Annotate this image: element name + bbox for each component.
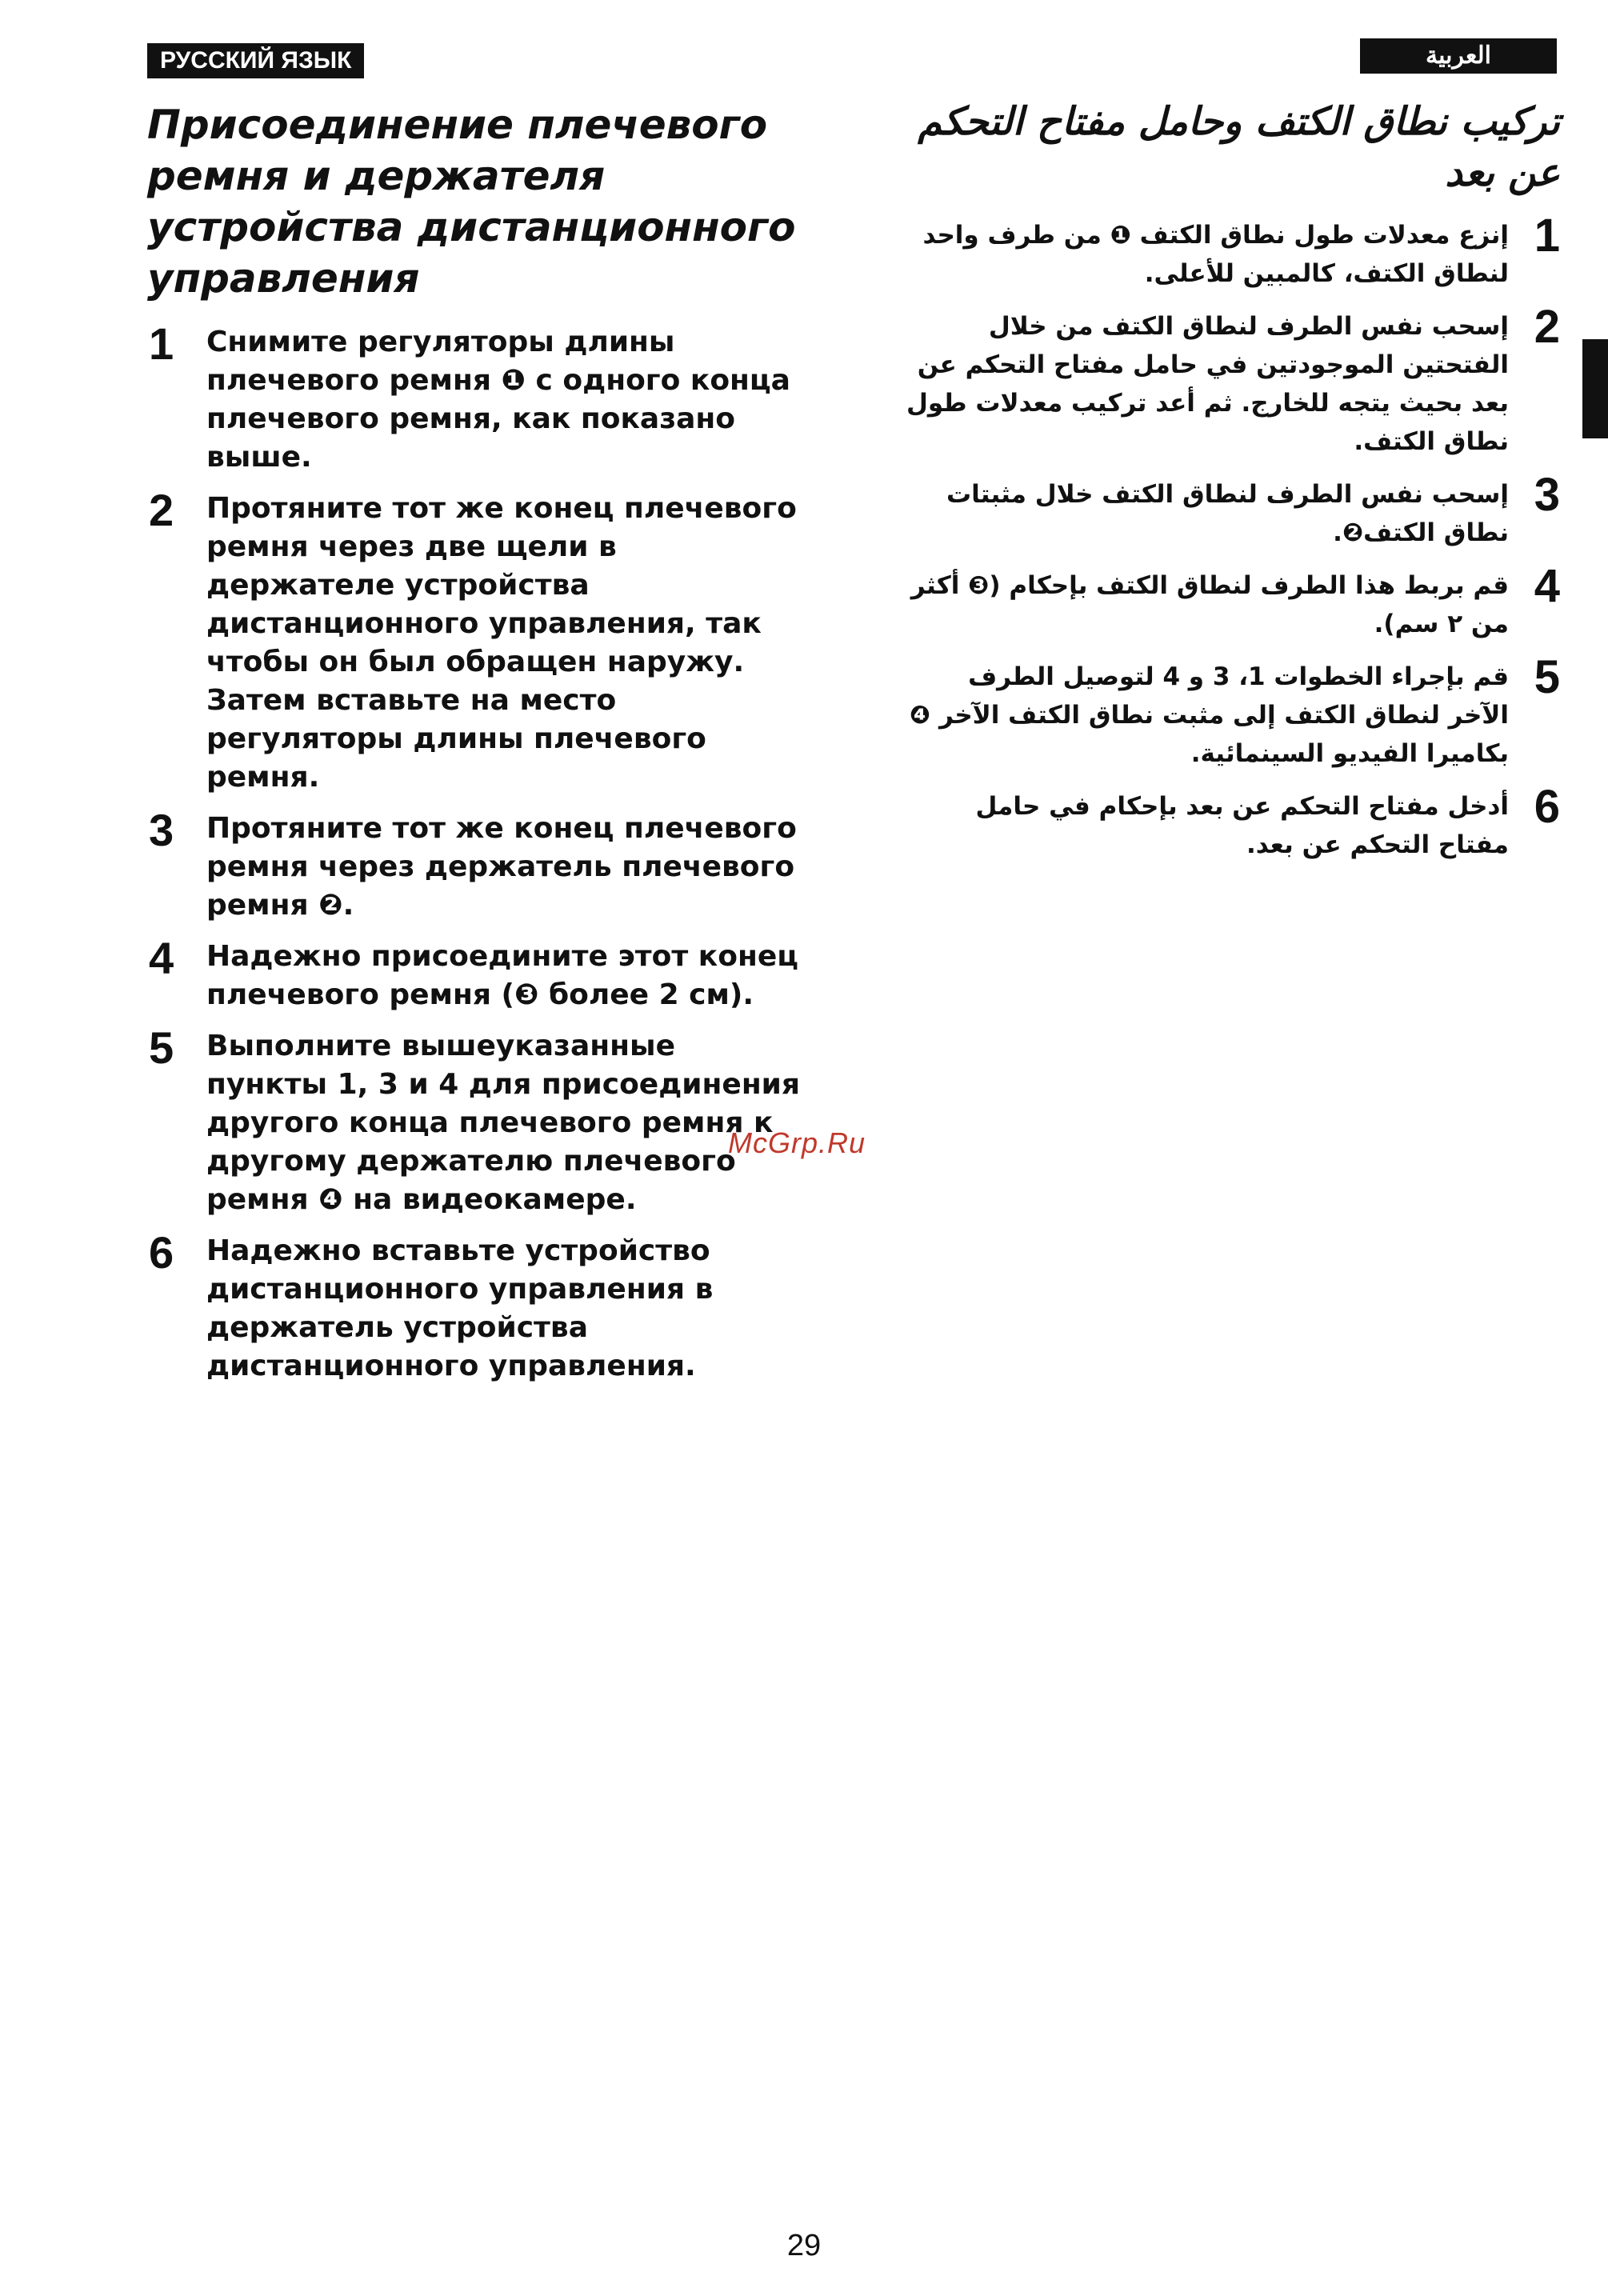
step-number: 4	[1534, 560, 1560, 612]
step-text: إسحب نفس الطرف لنطاق الكتف خلال مثبتات نطاق الكتف❷.	[946, 480, 1509, 547]
step-number: 6	[149, 1227, 174, 1278]
russian-step-2	[147, 485, 803, 797]
language-tag-arabic: العربية	[1360, 38, 1557, 74]
language-tag-russian: РУССКИЙ ЯЗЫК	[147, 43, 364, 78]
step-number: 2	[149, 485, 174, 535]
step-text: قم بربط هذا الطرف لنطاق الكتف بإحكام (❸ أكثر من ٢ سم).	[910, 571, 1509, 638]
step-text: Надежно присоедините этот конец плечевого ремня (❸ более 2 см).	[206, 940, 798, 1011]
russian-step-1	[147, 318, 803, 477]
arabic-step-1	[904, 210, 1560, 293]
step-number: 5	[1534, 651, 1560, 703]
step-text: أدخل مفتاح التحكم عن بعد بإحكام في حامل مفتاح التحكم عن بعد.	[975, 792, 1509, 859]
step-number: 4	[149, 933, 174, 983]
step-text: Надежно вставьте устройство дистанционного управления в держатель устройства дистанционного управления.	[206, 1234, 714, 1382]
arabic-step-6	[904, 781, 1560, 864]
step-text: Снимите регуляторы длины плечевого ремня ❶ с одного конца плечевого ремня, как показано выше.	[206, 326, 790, 474]
arabic-column	[904, 96, 1560, 878]
step-number: 3	[1534, 469, 1560, 521]
step-number: 6	[1534, 781, 1560, 833]
russian-step-4	[147, 933, 803, 1014]
watermark: McGrp.Ru	[728, 1126, 866, 1159]
page-number: 29	[786, 2229, 822, 2262]
step-text: Выполните вышеуказанные пункты 1, 3 и 4 для присоединения другого конца плечевого ремня к другому держателю плечевого ремня ❹ на видеокамере.	[206, 1030, 801, 1216]
step-number: 2	[1534, 301, 1560, 353]
step-number: 5	[149, 1022, 174, 1073]
step-text: قم بإجراء الخطوات 1، 3 و 4 لتوصيل الطرف الآخر لنطاق الكتف إلى مثبت نطاق الكتف الآخر ❹ بكاميرا الفيديو السينمائية.	[910, 662, 1509, 768]
russian-title: Присоединение плечевого ремня и держателя устройства дистанционного управления	[147, 102, 796, 302]
step-number: 1	[149, 318, 174, 369]
arabic-title: تركيب نطاق الكتف وحامل مفتاح التحكم عن بعد	[918, 99, 1560, 195]
section-edge-marker	[1582, 339, 1608, 438]
step-text: Протяните тот же конец плечевого ремня через две щели в держателе устройства дистанционного управления, так чтобы он был обращен наружу. Затем вставьте на место регуляторы длины плечевого ремня.	[206, 492, 797, 794]
arabic-step-2	[904, 301, 1560, 461]
arabic-step-3	[904, 469, 1560, 552]
step-number: 3	[149, 805, 174, 855]
russian-step-6	[147, 1227, 803, 1386]
arabic-step-4	[904, 560, 1560, 643]
russian-step-3	[147, 805, 803, 925]
russian-column	[147, 99, 803, 1398]
step-text: إسحب نفس الطرف لنطاق الكتف من خلال الفتحتين الموجودتين في حامل مفتاح التحكم عن بعد بحيث يتجه للخارج. ثم أعد تركيب معدلات طول نطاق الكتف.	[906, 312, 1509, 456]
step-number: 1	[1534, 210, 1560, 262]
step-text: Протяните тот же конец плечевого ремня через держатель плечевого ремня ❷.	[206, 812, 797, 922]
russian-step-5	[147, 1022, 803, 1219]
step-text: إنزع معدلات طول نطاق الكتف ❶ من طرف واحد لنطاق الكتف، كالمبين للأعلى.	[922, 221, 1509, 288]
arabic-step-5	[904, 651, 1560, 773]
